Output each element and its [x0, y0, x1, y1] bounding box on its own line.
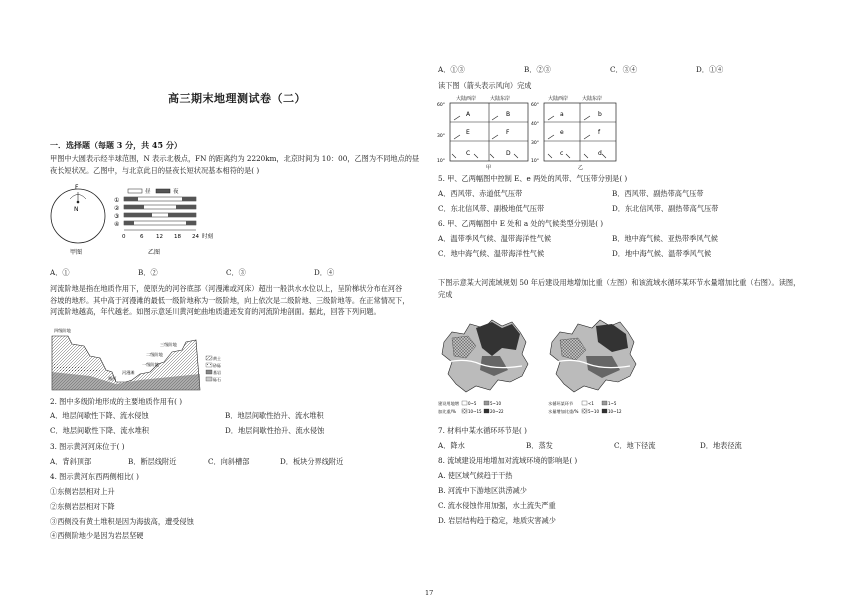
yi-cell-a: a [560, 111, 564, 118]
q4-option-d[interactable]: D．①④ [696, 65, 724, 74]
label-terrace-1: 一级阶地 [142, 362, 159, 367]
legend-night: 夜 [173, 189, 179, 195]
left-legend-swatch-2 [484, 401, 489, 405]
intro-terraces-line3: 河流阶地越高，年代越老。如图示意延川黄河蛇曲地质遗迹发育的河流阶地剖面。据此，回答下列问题。 [50, 307, 381, 316]
bar-row-1-night2 [182, 197, 196, 201]
q8-option-b[interactable]: B. 河流中下游地区洪涝减少 [438, 486, 527, 495]
q2-option-b[interactable]: B．地层间歇性抬升、流水堆积 [225, 411, 324, 420]
q8-option-a[interactable]: A. 使区域气候趋于干热 [438, 471, 513, 480]
intro-q1-line2: 夜长短状况。乙图中，与北京此日的昼夜长短状况基本相符的是( ) [50, 165, 260, 175]
q5-option-b[interactable]: B．西风带、副热带高气压带 [612, 189, 704, 198]
legend-day: 昼 [145, 189, 151, 195]
q6-stem: 6. 甲、乙两幅图中 E 处和 a 处的气候类型分别是( ) [438, 219, 604, 228]
intro-wind: 读下图（箭头表示风向）完成 [438, 81, 532, 90]
label-n: N [74, 206, 79, 213]
q7-options [438, 441, 770, 451]
q2-option-a[interactable]: A．地层间歇性下降、流水侵蚀 [50, 411, 149, 420]
q4-item-3: ③西侧没有黄土堆积是因为海拔高，遭受侵蚀 [50, 517, 194, 526]
jia-lat-60: 60° [437, 103, 445, 108]
right-legend-1: <1 [588, 401, 594, 406]
left-legend-unit: 加比重/% [438, 409, 456, 414]
legend-sand: 砂砾 [213, 363, 221, 368]
yi-lat-10: 10° [531, 159, 539, 164]
legend-loess: 黄土 [213, 356, 221, 361]
jia-lat-10: 10° [437, 159, 445, 164]
jia-lat-30: 30° [437, 134, 445, 139]
row-label-2: ② [114, 205, 120, 212]
q2-stem: 2. 图中多级阶地形成的主要地质作用有( ) [50, 397, 183, 406]
q4-item-4: ④西侧阶地少是因为岩层坚硬 [50, 531, 144, 540]
intro-q1-line1: 甲图中大圆表示经半球范围，N 表示北极点，FN 的距离约为 2220km，北京时间为 10：00，乙图为不同地点的昼 [50, 154, 420, 163]
row-label-3: ③ [114, 213, 120, 220]
yi-east-label: 大陆东岸 [582, 96, 603, 102]
q5-option-d[interactable]: D．东北信风带、副热带高气压带 [612, 204, 719, 213]
bar-row-4-night2 [186, 221, 196, 225]
label-terrace-3: 三级阶地 [160, 342, 177, 347]
q3-option-c[interactable]: C．向斜槽部 [208, 457, 250, 466]
q4-item-1: ①东侧岩层相对上升 [50, 487, 115, 496]
yi-lat-60: 60° [531, 103, 539, 108]
label-terrace-4: 四级阶地 [54, 328, 71, 333]
yi-cell-b: b [598, 111, 602, 118]
caption-yi: 乙图 [148, 249, 161, 256]
left-legend-1: 0~5 [468, 401, 477, 406]
label-f: F [75, 184, 79, 191]
bar-row-2-night [124, 205, 144, 209]
right-legend-3: 5~10 [588, 409, 599, 414]
q5-stem: 5. 甲、乙两幅图中控制 E、e 两处的风带、气压带分别是( ) [438, 174, 628, 183]
intro-q1 [50, 153, 430, 176]
q3-option-d[interactable]: D．板块分界线附近 [280, 457, 344, 466]
bar-row-2-night2 [176, 205, 196, 209]
q8-option-d[interactable]: D. 岩层结构趋于稳定，地质灾害减少 [438, 516, 556, 525]
yi-cell-f: f [598, 129, 601, 136]
q8-stem: 8. 流域建设用地增加对流域环境的影响是( ) [438, 456, 578, 465]
page-number: 17 [425, 589, 434, 597]
q5-option-c[interactable]: C．东北信风带、副极地低气压带 [438, 204, 545, 213]
legend-day-swatch [128, 189, 142, 193]
q4-option-c[interactable]: C．③④ [610, 65, 638, 74]
left-legend-title: 建设用地增 [438, 401, 459, 406]
bar-row-1-night [124, 197, 138, 201]
q4-option-a[interactable]: A．①③ [438, 65, 465, 74]
tick-24: 24 [192, 234, 199, 240]
bar-row-4 [124, 221, 196, 225]
left-legend-3: 10~15 [468, 409, 482, 414]
jia-caption: 甲 [486, 165, 492, 170]
label-terrace-2: 二级阶地 [146, 352, 163, 357]
figure-day-night [50, 178, 270, 268]
label-yellow-river: 黄河 [108, 376, 117, 381]
q7-stem: 7. 材料中某水循环环节是( ) [438, 426, 527, 435]
jia-cell-b: B [506, 111, 511, 118]
left-legend-swatch-3 [462, 409, 467, 413]
left-legend-swatch-4 [484, 409, 489, 413]
q2-option-d[interactable]: D．地层间歇性抬升、流水侵蚀 [225, 426, 325, 435]
jia-cell-d: D [506, 150, 511, 157]
bar-row-4-night [124, 221, 134, 225]
legend-bedrock-swatch [206, 370, 212, 374]
q7-option-b[interactable]: B．蒸发 [526, 441, 553, 450]
yi-cell-e: e [560, 129, 564, 136]
q3-stem: 3. 图示黄河河床位于( ) [50, 442, 125, 451]
yi-lat-30: 30° [531, 141, 539, 146]
intro-river-basin [438, 277, 818, 300]
q6-option-c[interactable]: C．地中海气候、温带海洋性气候 [438, 249, 545, 258]
q1-options [50, 268, 374, 278]
q6-option-a[interactable]: A．温带季风气候、温带海洋性气候 [438, 234, 552, 243]
jia-cell-e: E [466, 129, 470, 136]
jia-east-label: 大陆东岸 [490, 96, 511, 102]
q1-option-c[interactable]: C．③ [226, 268, 246, 277]
q2-option-c[interactable]: C．地层间歇性下降、流水堆积 [50, 426, 149, 435]
legend-gravel: 砾石 [213, 377, 221, 382]
row-label-4: ④ [114, 221, 120, 228]
label-floodplain: 河漫滩 [122, 370, 135, 375]
left-legend-4: 20~22 [490, 409, 504, 414]
intro-terraces-line2: 谷坡的地形。其中高于河漫滩的最低一级阶地称为一级阶地，向上依次是二级阶地、三级阶地等。在正常情况下， [50, 295, 410, 305]
tick-0: 0 [122, 234, 126, 240]
figure-wind-belts [436, 92, 626, 170]
q7-option-d[interactable]: D．地表径流 [700, 441, 742, 450]
right-legend-swatch-2 [602, 401, 607, 405]
intro-terraces-line1: 河流阶地是指在地质作用下，使原先的河谷底部（河漫滩或河床）超出一般洪水水位以上，呈阶梯状分布在河谷 [50, 284, 403, 293]
right-legend-swatch-1 [582, 401, 587, 405]
intro-terraces [50, 283, 430, 318]
time-label: 时刻 [202, 234, 214, 240]
q3-options [50, 457, 380, 467]
q3-option-b[interactable]: B．断层线附近 [128, 457, 177, 466]
yi-cell-d: d [598, 150, 602, 157]
q3-option-a[interactable]: A．背斜顶部 [50, 457, 92, 466]
yi-lat-40: 40° [531, 122, 539, 127]
row-label-1: ① [114, 197, 120, 204]
jia-cell-a: A [466, 111, 471, 118]
tick-12: 12 [156, 234, 163, 240]
q6-option-d[interactable]: D．地中海气候、温带季风气候 [612, 249, 712, 258]
q1-option-a[interactable]: A．① [50, 268, 70, 277]
jia-cell-f: F [506, 129, 510, 136]
q4-item-2: ②东侧岩层相对下降 [50, 502, 115, 511]
legend-sand-swatch [206, 363, 212, 367]
q5-option-a[interactable]: A．西风带、赤道低气压带 [438, 189, 523, 198]
q4-stem: 4. 图示黄河东西两侧相比( ) [50, 472, 139, 481]
q1-option-d[interactable]: D．④ [314, 268, 335, 277]
jia-west-label: 大陆西岸 [456, 96, 477, 102]
tick-18: 18 [174, 234, 181, 240]
right-legend-title: 水循环某环节 [548, 401, 574, 406]
q7-option-a[interactable]: A．降水 [438, 441, 465, 450]
intro-river-basin-line2: 完成 [438, 289, 453, 299]
left-legend-swatch-1 [462, 401, 467, 405]
caption-jia: 甲图 [70, 249, 83, 256]
section-heading: 一．选择题（每题 3 分，共 45 分） [50, 140, 182, 150]
q1-option-b[interactable]: B．② [138, 268, 158, 277]
bar-row-3-night [124, 213, 152, 217]
q4-option-b[interactable]: B．②③ [524, 65, 551, 74]
q8-option-c[interactable]: C. 流水侵蚀作用加强，水土流失严重 [438, 501, 556, 510]
q4-options [438, 65, 736, 75]
q6-option-b[interactable]: B．地中海气候、亚热带季风气候 [612, 234, 718, 243]
legend-bedrock: 基岩 [213, 370, 221, 375]
jia-cell-c: C [466, 150, 471, 157]
right-legend-unit: 水量增加比重/% [548, 409, 579, 414]
legend-night-swatch [156, 189, 170, 193]
intro-river-basin-line1: 下图示意某大河流域规划 50 年后建设用地增加比重（左图）和该流域水循环某环节水量增加比重（右图）。读图， [438, 278, 801, 287]
figure-basin-maps [436, 312, 656, 422]
yi-cell-c: c [560, 150, 564, 157]
yi-west-label: 大陆西岸 [548, 96, 569, 102]
right-legend-swatch-3 [582, 409, 587, 413]
right-legend-4: 10~12 [608, 409, 622, 414]
page-title: 高三期末地理测试卷（二） [168, 92, 306, 105]
right-legend-2: 1~5 [608, 401, 617, 406]
right-legend-swatch-4 [602, 409, 607, 413]
q7-option-c[interactable]: C．地下径流 [614, 441, 656, 450]
left-legend-2: 5~10 [490, 401, 501, 406]
legend-loess-swatch [206, 356, 212, 360]
legend-gravel-swatch [206, 377, 212, 381]
tick-6: 6 [140, 234, 144, 240]
bar-row-3-night2 [168, 213, 196, 217]
yi-caption: 乙 [578, 165, 584, 170]
figure-terrace-profile [50, 324, 230, 394]
